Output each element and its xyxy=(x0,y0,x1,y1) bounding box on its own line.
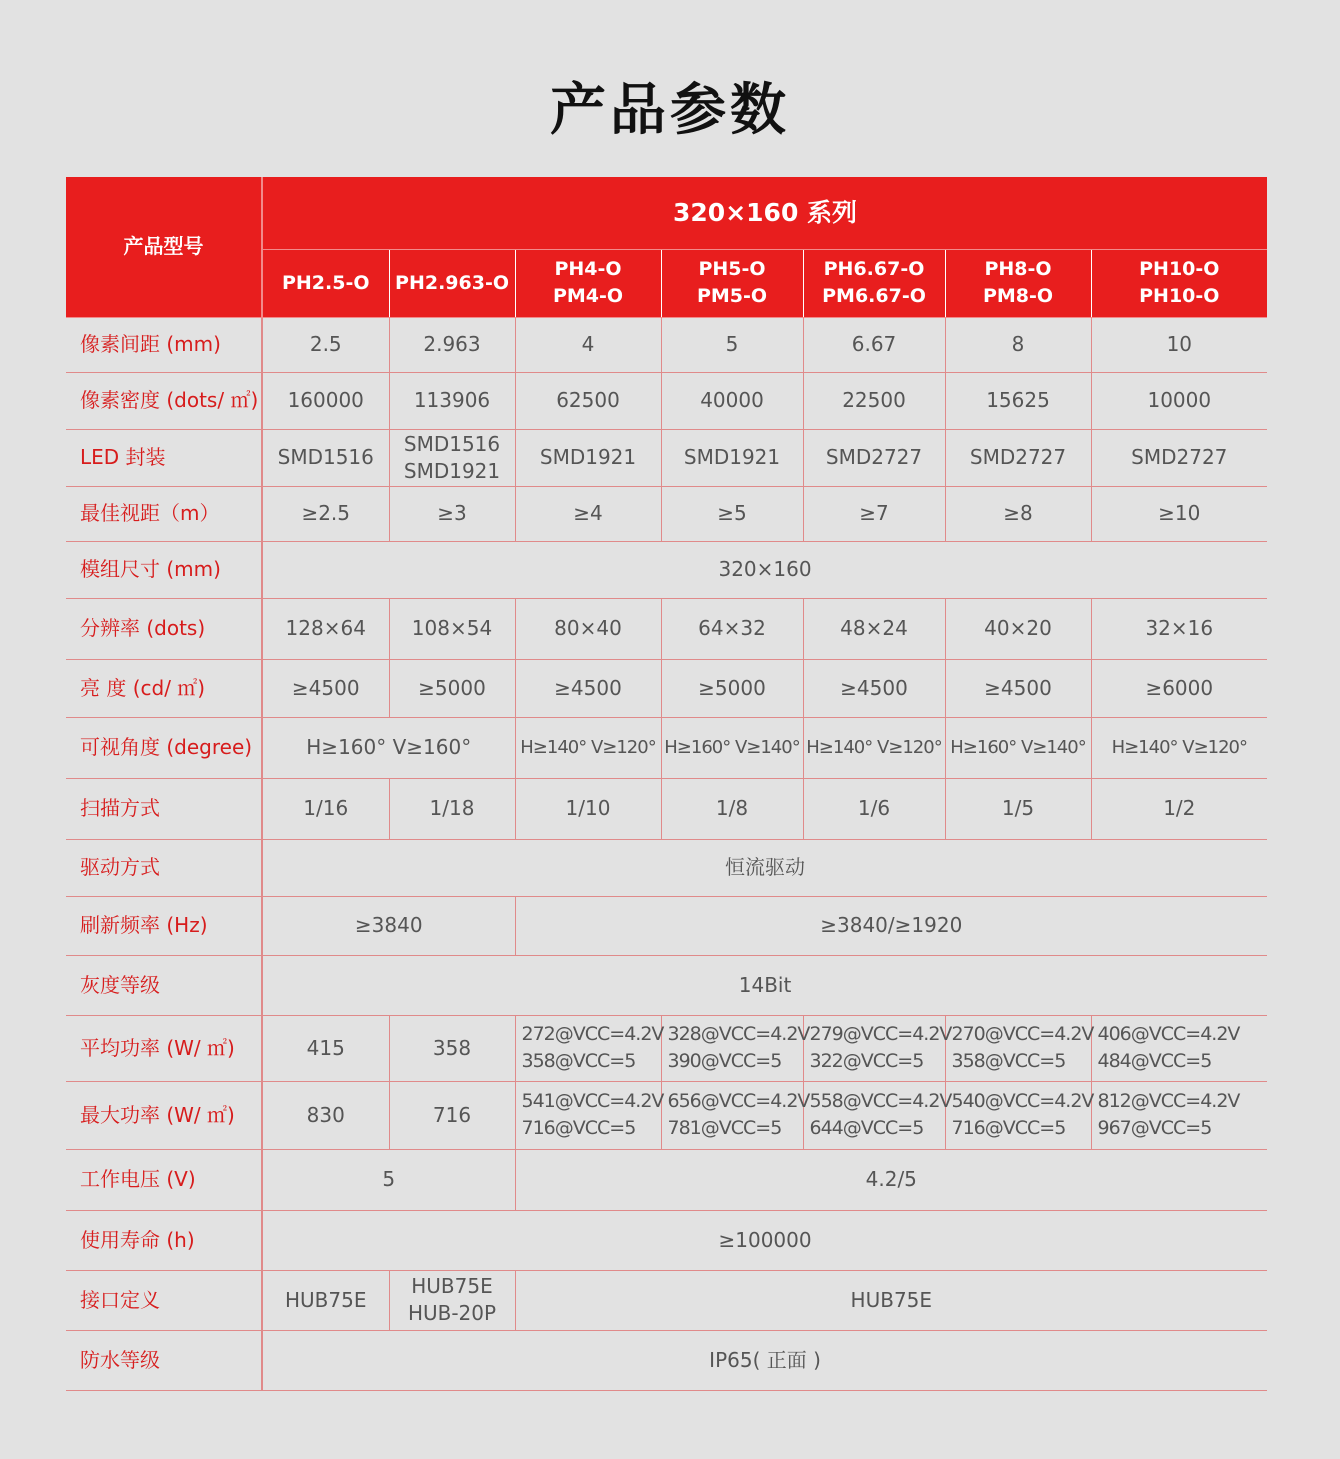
row-label: 接口定义 xyxy=(66,1270,262,1330)
cell: ≥5 xyxy=(661,486,803,541)
cell: 830 xyxy=(262,1081,389,1149)
row-avg-power xyxy=(66,1015,1267,1081)
cell: 2.963 xyxy=(389,317,515,372)
cell: 2.5 xyxy=(262,317,389,372)
cell: IP65( 正面 ) xyxy=(262,1330,1267,1390)
cell: 1/2 xyxy=(1091,778,1267,839)
cell: 1/18 xyxy=(389,778,515,839)
row-label: 最佳视距（m） xyxy=(66,486,262,541)
row-label: LED 封装 xyxy=(66,429,262,486)
cell: ≥4500 xyxy=(945,659,1091,717)
spec-table xyxy=(66,177,1267,1391)
cell: 1/5 xyxy=(945,778,1091,839)
row-label: 工作电压 (V) xyxy=(66,1149,262,1210)
cell: ≥6000 xyxy=(1091,659,1267,717)
row-max-power xyxy=(66,1081,1267,1149)
cell: H≥160° V≥140° xyxy=(661,717,803,778)
cell: 128×64 xyxy=(262,598,389,659)
cell: SMD2727 xyxy=(803,429,945,486)
cell: 6.67 xyxy=(803,317,945,372)
model-cell: PH2.5-O xyxy=(262,249,389,317)
cell: 10 xyxy=(1091,317,1267,372)
row-interface xyxy=(66,1270,1267,1330)
cell: SMD1516 xyxy=(262,429,389,486)
cell: 108×54 xyxy=(389,598,515,659)
row-label: 平均功率 (W/ ㎡) xyxy=(66,1015,262,1081)
row-resolution xyxy=(66,598,1267,659)
cell: 160000 xyxy=(262,372,389,429)
cell: 4 xyxy=(515,317,661,372)
cell: 5 xyxy=(262,1149,515,1210)
cell: 1/6 xyxy=(803,778,945,839)
cell: 812@VCC=4.2V 967@VCC=5 xyxy=(1091,1081,1267,1149)
cell: HUB75E xyxy=(262,1270,389,1330)
cell: 15625 xyxy=(945,372,1091,429)
model-cell: PH2.963-O xyxy=(389,249,515,317)
cell: HUB75E xyxy=(515,1270,1267,1330)
row-label: 亮 度 (cd/ ㎡) xyxy=(66,659,262,717)
cell: ≥2.5 xyxy=(262,486,389,541)
model-cell: PH10-O PH10-O xyxy=(1091,249,1267,317)
cell: SMD1516 SMD1921 xyxy=(389,429,515,486)
cell: 40×20 xyxy=(945,598,1091,659)
cell: SMD2727 xyxy=(945,429,1091,486)
model-label: 产品型号 xyxy=(66,177,262,317)
row-label: 模组尺寸 (mm) xyxy=(66,541,262,598)
row-led xyxy=(66,429,1267,486)
cell: 62500 xyxy=(515,372,661,429)
row-label: 灰度等级 xyxy=(66,955,262,1015)
row-drive xyxy=(66,839,1267,896)
header-row xyxy=(66,177,1267,249)
cell: 113906 xyxy=(389,372,515,429)
cell: 32×16 xyxy=(1091,598,1267,659)
cell: 270@VCC=4.2V 358@VCC=5 xyxy=(945,1015,1091,1081)
cell: ≥3 xyxy=(389,486,515,541)
cell: 320×160 xyxy=(262,541,1267,598)
cell: 48×24 xyxy=(803,598,945,659)
row-waterproof xyxy=(66,1330,1267,1390)
cell: 1/16 xyxy=(262,778,389,839)
cell: ≥4500 xyxy=(803,659,945,717)
cell: 恒流驱动 xyxy=(262,839,1267,896)
cell: 8 xyxy=(945,317,1091,372)
row-scan xyxy=(66,778,1267,839)
row-label: 像素间距 (mm) xyxy=(66,317,262,372)
row-voltage xyxy=(66,1149,1267,1210)
row-pitch xyxy=(66,317,1267,372)
cell: 4.2/5 xyxy=(515,1149,1267,1210)
cell: 279@VCC=4.2V 322@VCC=5 xyxy=(803,1015,945,1081)
cell: 272@VCC=4.2V 358@VCC=5 xyxy=(515,1015,661,1081)
series-title: 320×160 系列 xyxy=(262,177,1267,249)
cell: ≥4500 xyxy=(515,659,661,717)
cell: ≥4500 xyxy=(262,659,389,717)
row-label: 刷新频率 (Hz) xyxy=(66,896,262,955)
row-density xyxy=(66,372,1267,429)
cell: 1/10 xyxy=(515,778,661,839)
model-cell: PH4-O PM4-O xyxy=(515,249,661,317)
cell: 656@VCC=4.2V 781@VCC=5 xyxy=(661,1081,803,1149)
row-view-angle xyxy=(66,717,1267,778)
cell: ≥3840 xyxy=(262,896,515,955)
cell: SMD1921 xyxy=(515,429,661,486)
row-view-distance xyxy=(66,486,1267,541)
cell: H≥160° V≥140° xyxy=(945,717,1091,778)
cell: 358 xyxy=(389,1015,515,1081)
cell: 64×32 xyxy=(661,598,803,659)
row-label: 驱动方式 xyxy=(66,839,262,896)
cell: ≥100000 xyxy=(262,1210,1267,1270)
row-label: 可视角度 (degree) xyxy=(66,717,262,778)
cell: ≥3840/≥1920 xyxy=(515,896,1267,955)
page-title: 产品参数 xyxy=(550,78,790,143)
row-label: 使用寿命 (h) xyxy=(66,1210,262,1270)
cell: 406@VCC=4.2V 484@VCC=5 xyxy=(1091,1015,1267,1081)
row-brightness xyxy=(66,659,1267,717)
cell: 10000 xyxy=(1091,372,1267,429)
row-life xyxy=(66,1210,1267,1270)
cell: ≥5000 xyxy=(661,659,803,717)
cell: 40000 xyxy=(661,372,803,429)
cell: 5 xyxy=(661,317,803,372)
cell: SMD1921 xyxy=(661,429,803,486)
row-module xyxy=(66,541,1267,598)
cell: 80×40 xyxy=(515,598,661,659)
cell: 541@VCC=4.2V 716@VCC=5 xyxy=(515,1081,661,1149)
model-cell: PH5-O PM5-O xyxy=(661,249,803,317)
cell: SMD2727 xyxy=(1091,429,1267,486)
cell: H≥140° V≥120° xyxy=(515,717,661,778)
row-gray xyxy=(66,955,1267,1015)
cell: 328@VCC=4.2V 390@VCC=5 xyxy=(661,1015,803,1081)
row-refresh xyxy=(66,896,1267,955)
row-label: 最大功率 (W/ ㎡) xyxy=(66,1081,262,1149)
model-cell: PH6.67-O PM6.67-O xyxy=(803,249,945,317)
cell: ≥10 xyxy=(1091,486,1267,541)
row-label: 扫描方式 xyxy=(66,778,262,839)
cell: H≥140° V≥120° xyxy=(1091,717,1267,778)
model-cell: PH8-O PM8-O xyxy=(945,249,1091,317)
cell: 14Bit xyxy=(262,955,1267,1015)
row-label: 像素密度 (dots/ ㎡) xyxy=(66,372,262,429)
cell: H≥160° V≥160° xyxy=(262,717,515,778)
cell: ≥8 xyxy=(945,486,1091,541)
cell: 1/8 xyxy=(661,778,803,839)
cell: 415 xyxy=(262,1015,389,1081)
row-label: 防水等级 xyxy=(66,1330,262,1390)
cell: 716 xyxy=(389,1081,515,1149)
cell: ≥7 xyxy=(803,486,945,541)
cell: 558@VCC=4.2V 644@VCC=5 xyxy=(803,1081,945,1149)
cell: 540@VCC=4.2V 716@VCC=5 xyxy=(945,1081,1091,1149)
cell: ≥5000 xyxy=(389,659,515,717)
cell: ≥4 xyxy=(515,486,661,541)
cell: 22500 xyxy=(803,372,945,429)
cell: H≥140° V≥120° xyxy=(803,717,945,778)
row-label: 分辨率 (dots) xyxy=(66,598,262,659)
cell: HUB75E HUB-20P xyxy=(389,1270,515,1330)
